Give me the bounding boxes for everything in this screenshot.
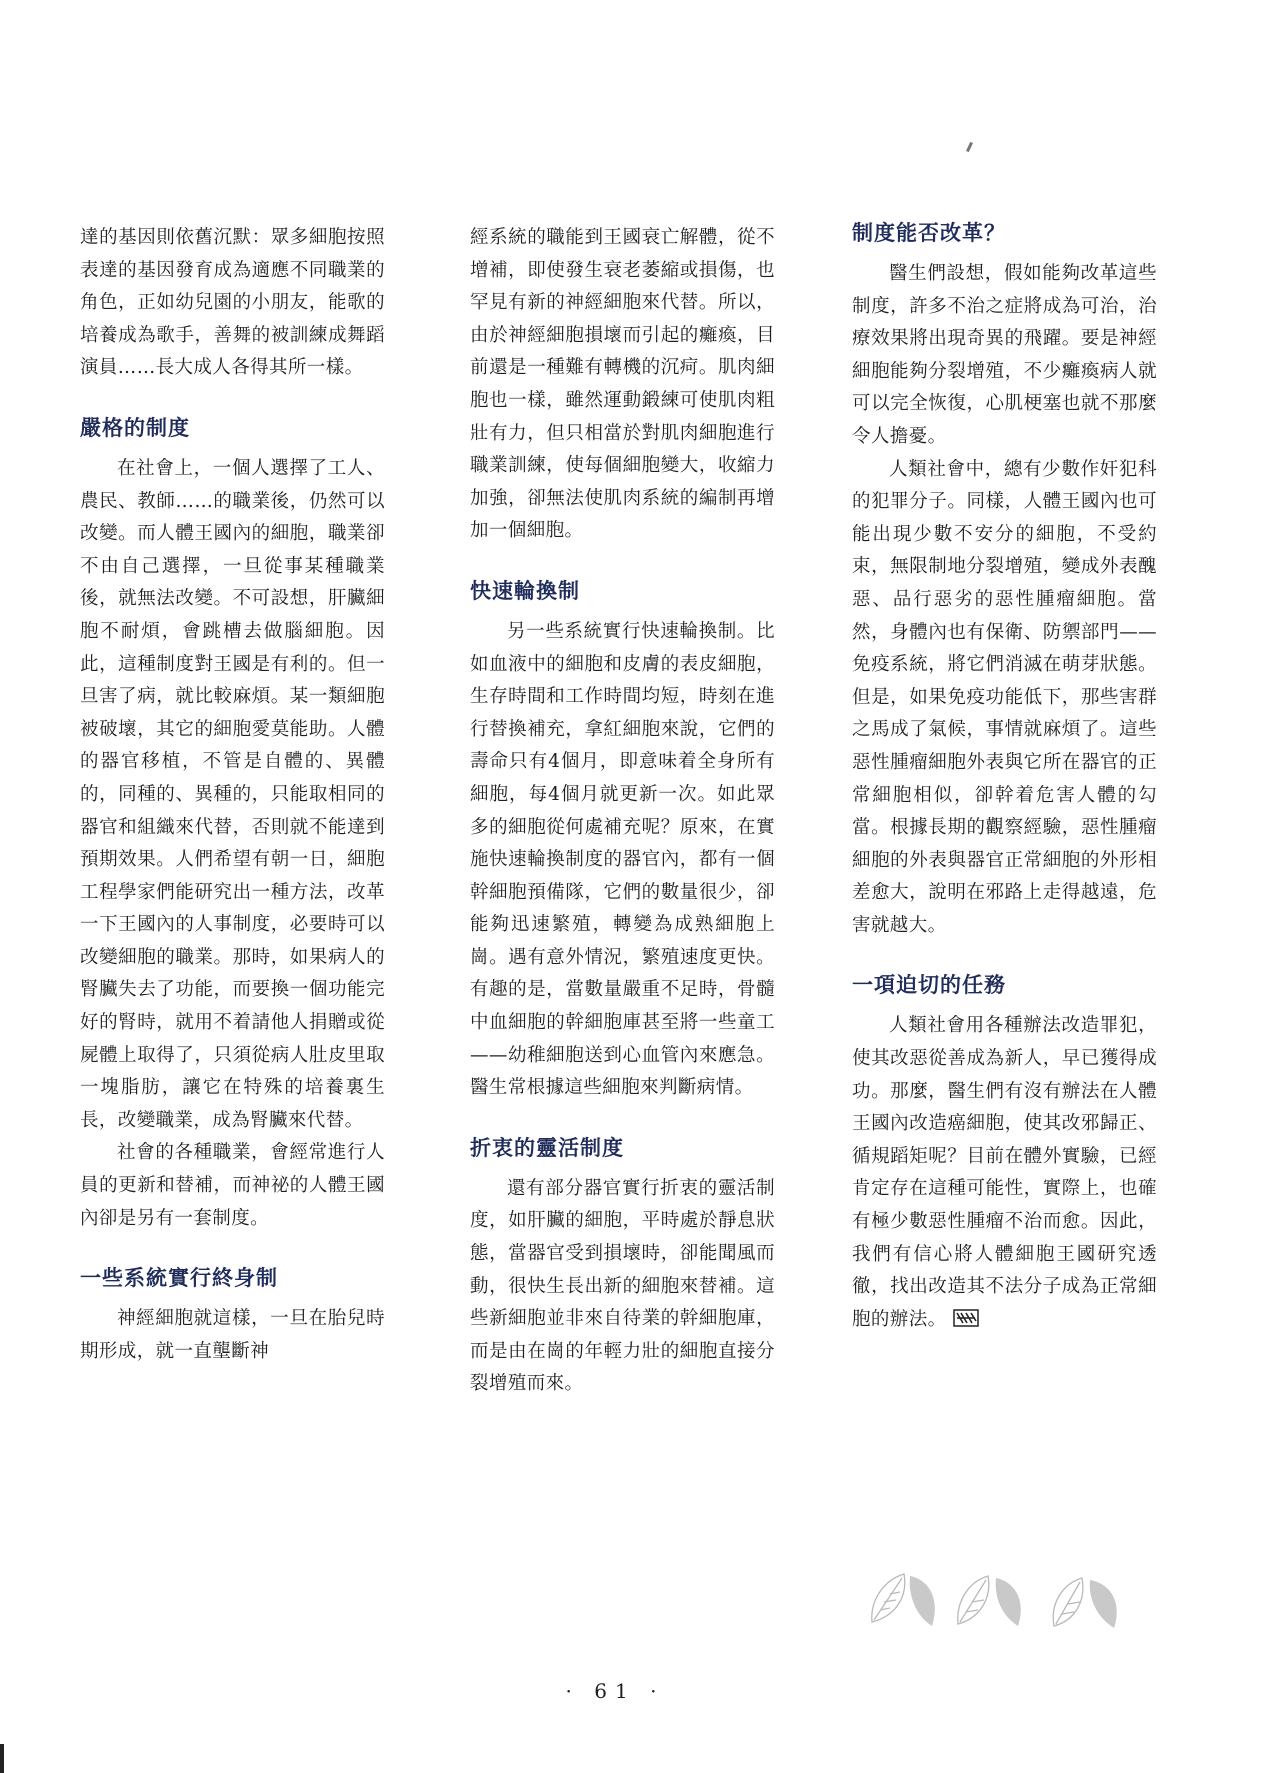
paragraph-text: 人類社會用各種辦法改造罪犯，使其改惡從善成為新人，早已獲得成功。那麼，醫生們有沒有辦法在人體王國內改造癌細胞，使其改邪歸正、循規蹈矩呢？目前在體外實驗，已經肯定存在這種可能性，實際上，也確有極少數惡性腫瘤不治而愈。因此，我們有信心將人體細胞王國研究透徹，找出改造其不法分子成為正常細胞的辦法。	[852, 1015, 1157, 1330]
section-heading: 制度能否改革？	[852, 221, 1006, 245]
section-heading: 一些系統實行終身制	[80, 1266, 278, 1291]
column-2	[470, 222, 775, 1401]
scan-edge-mark	[0, 1744, 4, 1773]
section-heading: 快速輪換制	[470, 578, 580, 603]
paragraph: 人類社會中，總有少數作奸犯科的犯罪分子。同樣，人體王國內也可能出現少數不安分的細胞，不受約束，無限制地分裂增殖，變成外表醜惡、品行惡劣的惡性腫瘤細胞。當然，身體內也有保衛、防禦部門——免疫系統，將它們消滅在萌芽狀態。但是，如果免疫功能低下，那些害群之馬成了氣候，事情就麻煩了。這些惡性腫瘤細胞外表與它所在器官的正常細胞相似，卻幹着危害人體的勾當。根據長期的觀察經驗，惡性腫瘤細胞的外表與器官正常細胞的外形相差愈大，說明在邪路上走得越遠，危害就越大。	[852, 458, 1157, 936]
paragraph: 還有部分器官實行折衷的靈活制度，如肝臟的細胞，平時處於靜息狀態，當器官受到損壞時，卻能聞風而動，很快生長出新的細胞來替補。這些新細胞並非來自待業的幹細胞庫，而是由在崗的年輕力壯的細胞直接分裂增殖而來。	[470, 1177, 775, 1395]
paragraph: 醫生們設想，假如能夠改革這些制度，許多不治之症將成為可治，治療效果將出現奇異的飛躍。要是神經細胞能夠分裂增殖，不少癱瘓病人就可以完全恢復，心肌梗塞也就不那麼令人擔憂。	[852, 263, 1157, 447]
section-heading: 一項迫切的任務	[852, 973, 1006, 998]
section-heading: 折衷的靈活制度	[470, 1135, 624, 1160]
paragraph: 社會的各種職業，會經常進行人員的更新和替補，而神祕的人體王國內卻是另有一套制度。	[80, 1142, 385, 1229]
paragraph	[852, 1010, 1157, 1336]
paragraph: 神經細胞就這樣，一旦在胎兒時期形成，就一直壟斷神	[80, 1308, 385, 1362]
paragraph: 經系統的職能到王國衰亡解體，從不增補，即使發生衰老萎縮或損傷，也罕見有新的神經細胞來代替。所以，由於神經細胞損壞而引起的癱瘓，目前還是一種難有轉機的沉疴。肌肉細胞也一樣，雖然運動鍛練可使肌肉粗壯有力，但只相當於對肌肉細胞進行職業訓練，使每個細胞變大，收縮力加強，卻無法使肌肉系統的編制再增加一個細胞。	[470, 227, 775, 542]
column-1	[80, 222, 385, 1368]
page-number: · 61 ·	[565, 1679, 665, 1703]
leaf-decoration-icon	[868, 1570, 1148, 1632]
paragraph: 另一些系統實行快速輪換制。比如血液中的細胞和皮膚的表皮細胞，生存時間和工作時間均短，時刻在進行替換補充，拿紅細胞來說，它們的壽命只有4個月，即意味着全身所有細胞，每4個月就更新一次。如此眾多的細胞從何處補充呢？原來，在實施快速輪換制度的器官內，都有一個幹細胞預備隊，它們的數量很少，卻能夠迅速繁殖，轉變為成熟細胞上崗。遇有意外情況，繁殖速度更快。有趣的是，當數量嚴重不足時，骨髓中血細胞的幹細胞庫甚至將一些童工——幼稚細胞送到心血管內來應急。醫生常根據這些細胞來判斷病情。	[470, 620, 775, 1099]
column-3	[852, 218, 1157, 1336]
paragraph: 達的基因則依舊沉默：眾多細胞按照表達的基因發育成為適應不同職業的角色，正如幼兒園的小朋友，能歌的培養成為歌手，善舞的被訓練成舞蹈演員……長大成人各得其所一樣。	[80, 227, 385, 379]
end-mark-icon	[953, 1308, 979, 1328]
scan-speck	[966, 142, 973, 152]
paragraph: 在社會上，一個人選擇了工人、農民、教師……的職業後，仍然可以改變。而人體王國內的細胞，職業卻不由自己選擇，一旦從事某種職業後，就無法改變。不可設想，肝臟細胞不耐煩，會跳槽去做腦細胞。因此，這種制度對王國是有利的。但一旦害了病，就比較麻煩。某一類細胞被破壞，其它的細胞愛莫能助。人體的器官移植，不管是自體的、異體的，同種的、異種的，只能取相同的器官和組織來代替，否則就不能達到預期效果。人們希望有朝一日，細胞工程學家們能研究出一種方法，改革一下王國內的人事制度，必要時可以改變細胞的職業。那時，如果病人的腎臟失去了功能，而要換一個功能完好的腎時，就用不着請他人捐贈或從屍體上取得了，只須從病人肚皮里取一塊脂肪，讓它在特殊的培養裏生長，改變職業，成為腎臟來代替。	[80, 457, 385, 1131]
section-heading: 嚴格的制度	[80, 415, 190, 440]
